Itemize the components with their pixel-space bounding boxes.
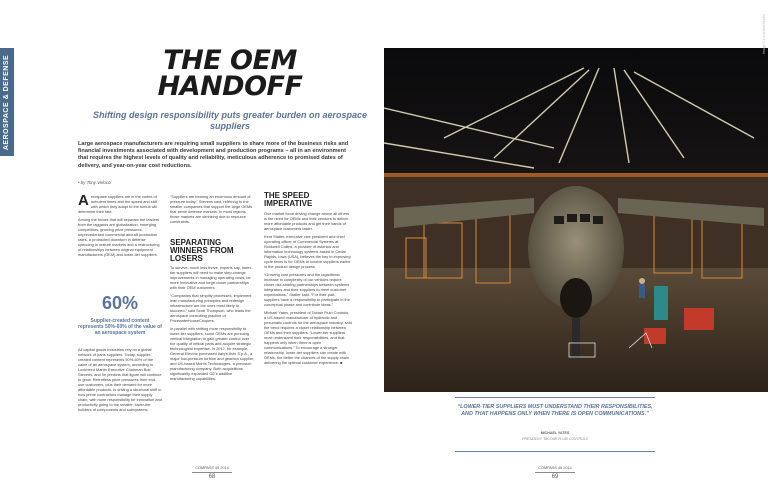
- column-2: [170, 194, 255, 227]
- paragraph: Kent Statler, executive vice president and chief operating officer of Commercial Systems at Rockwell Collins, a provider of avionics and information technology systems based in Cedar Rapids, Iowa (USA), believes the key to improving cycle times is for OEMs to involve suppliers earlier in the product design process.: [264, 234, 351, 269]
- paragraph: “Suppliers are bearing an enormous amount of pressure today,” Stevens said, referring to the smaller companies that support the large OEMs that serve defense markets. In most regions, those markets are shrinking due to resource constraints.: [170, 194, 253, 224]
- column-1: [78, 194, 162, 260]
- paragraph: “Growing cost pressures and the logarithmic increase in complexity of our vehicles require closer risk-sharing partnerships between systems integrators and their suppliers to meet customer expectations,” Statler said. “For their part, suppliers have a responsibility to participate in the conceptual phase and contribute ideas.”: [264, 272, 350, 307]
- worker-body: [639, 284, 645, 298]
- folio-right: [535, 466, 575, 480]
- heading-separating-winners: SEPARATING WINNERS FROM LOSERS: [170, 238, 234, 263]
- article-title: THE OEM HANDOFF: [157, 45, 303, 102]
- article-subtitle: Shifting design responsibility puts greater burden on aerospace suppliers: [92, 110, 368, 131]
- paragraph: Among the forces that will separate the leaders from the laggards are globalization, emerging competitors, growing price pressures, unprecedented commercial aircraft production rates, a protracted downturn in defense spending in mature markets and a restructuring of relationships between original equipment manufacturers (OEM) and lower-tier suppliers.: [78, 217, 160, 257]
- column-3: [264, 211, 352, 368]
- photo-credit: Image © Lockheed Martin: [762, 13, 766, 54]
- stat-caption: Supplier-created content represents 50%-60% of the value of an aerospace system: [78, 318, 162, 337]
- paragraph: To survive, much less thrive, experts say, lower-tier suppliers will need to make step-change improvements in managing operating costs, be more innovative and forge closer partnerships with their OEM customers.: [170, 265, 253, 290]
- nose-gear: [572, 318, 580, 358]
- nose-opening: [560, 278, 592, 318]
- paragraph: One market force driving change above all others is the need for OEMs and their vendors to deliver more affordable products and get their hands of aerospace customers faster.: [264, 211, 349, 231]
- folio-label: COMPASS 45 2014: [538, 466, 572, 470]
- paragraph: “Companies that simplify processes, implement lean manufacturing principles and redesign infrastructure are the ones most likely to succeed,” said Scott Thompson, who leads the aerospace consulting practice of PricewaterhouseCoopers.: [170, 293, 252, 323]
- page-number: 68: [192, 472, 232, 480]
- article-intro: Large aerospace manufacturers are requiring small suppliers to share more of the business risks and financial investments associated with development and production programs – all in an environment that requires the highest levels of quality and reliability, meticulous adherence to promised dates of delivery, and year-on-year cost reductions.: [78, 141, 349, 169]
- wall-stripe: [384, 173, 768, 177]
- pull-quote-role: PRESIDENT, TACTAIR FLUID CONTROLS: [522, 437, 588, 441]
- section-tab-label: AEROSPACE & DEFENSE: [3, 54, 11, 150]
- folio-label: COMPASS 45 2014: [195, 466, 229, 470]
- quote-rule-bottom: [455, 451, 655, 452]
- paragraph: In parallel with shifting more responsibility to lower-tier suppliers, some OEMs are pursuing vertical integration to gain greater control over the quality of critical parts and acquire strategic technological expertise. In 2012, for example, General Electric purchased Italy’s Avio S.p.A., a major low-pressure turbine and gearbox supplier, and US-based Morris Technologies, a precision manufacturing company. Both acquisitions significantly expanded GE’s additive manufacturing capabilities.: [170, 326, 255, 381]
- paragraph: All capital goods industries rely on a global network of parts suppliers. Today, supplier-created content represents 50%-60% of the value of an aerospace system, according to Lockheed Martin Executive Chairman Bob Stevens, and he predicts that figure will continue to grow. Relentless price pressures from end-use customers, plus their demand for more affordable products, is driving a structural shift in how prime contractors manage their supply chain, with more responsibility for innovation and productivity going to the smaller, lower-tier builders of components and subsystems.: [78, 347, 162, 412]
- worker: [639, 278, 645, 284]
- column-2-lower: [170, 265, 255, 384]
- folio-left: [192, 466, 232, 480]
- drop-cap: A: [78, 192, 89, 209]
- page-number: 69: [535, 472, 575, 480]
- teal-cabinet: [654, 286, 668, 320]
- stat-number: 60%: [101, 293, 139, 313]
- heading-speed-imperative: THE SPEED IMPERATIVE: [264, 191, 313, 208]
- quote-rule-top: [455, 397, 655, 398]
- paragraph: [78, 194, 162, 214]
- column-1-lower: [78, 347, 162, 415]
- aircraft-assembly-illustration: [384, 48, 768, 392]
- pull-quote-name: MICHAEL YATES: [540, 431, 570, 435]
- paragraph: Michael Yates, president of Tactair Fluid Controls, a US-based manufacturer of hydraulic and pneumatic controls for the aerospace industry, said the trend requires a closer relationship between OEMs and their suppliers. “Lower-tier suppliers must understand their responsibilities, and that happens only when there is open communications.” To encourage a stronger relationship, lower-tier suppliers can create with OEMs, the better the chances of the supply chain delivering the optimal customer experience. ■: [264, 310, 352, 365]
- hangar-photo: [384, 48, 768, 392]
- section-tab-label-wrap: [0, 48, 14, 156]
- paragraph-text: erospace suppliers are in the vortex of turbulent times and the speed and skill with which they adapt to the tumult will determine their fate.: [78, 194, 158, 214]
- byline: • by Tony Velocci: [78, 180, 112, 185]
- pull-quote: “LOWER-TIER SUPPLIERS MUST UNDERSTAND THEIR RESPONSIBILITIES, AND THAT HAPPENS ONLY WHEN THERE IS OPEN COMMUNICATIONS.”: [457, 404, 653, 417]
